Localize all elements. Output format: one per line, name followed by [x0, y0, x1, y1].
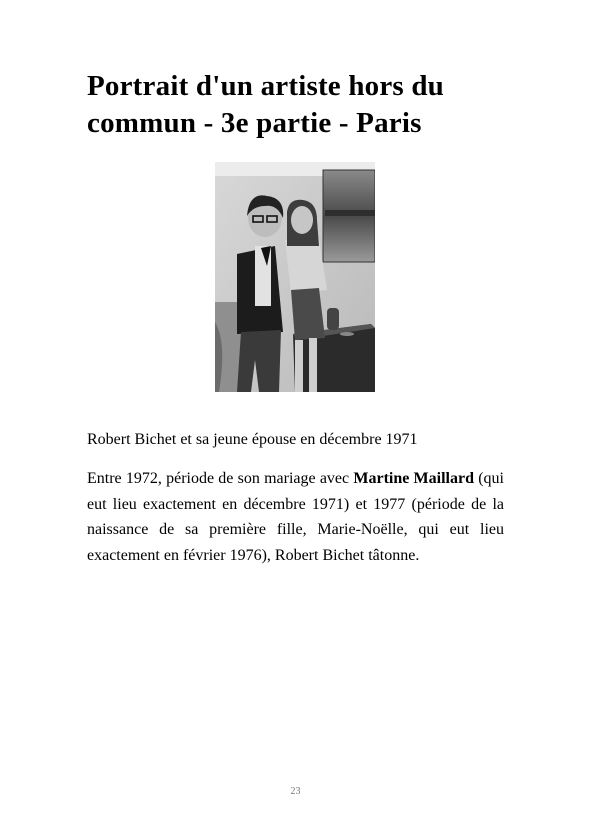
photo-caption: Robert Bichet et sa jeune épouse en décembre 1971: [87, 431, 418, 448]
spouse-name: Martine Maillard: [353, 470, 474, 487]
body-paragraph: [87, 466, 504, 568]
page-number: 23: [290, 786, 301, 797]
page-title: Portrait d'un artiste hors du commun - 3e partie - Paris: [87, 70, 445, 139]
couple-photograph: [215, 162, 375, 392]
paragraph-text-start: Entre 1972, période de son mariage avec: [87, 470, 354, 487]
paragraph-text-end: (qui eut lieu exactement en décembre 1971) et 1977 (période de la naissance de sa première fille, Marie-Noëlle, qui eut lieu exactement en février 1976), Robert Bichet tâtonne.: [87, 470, 504, 564]
